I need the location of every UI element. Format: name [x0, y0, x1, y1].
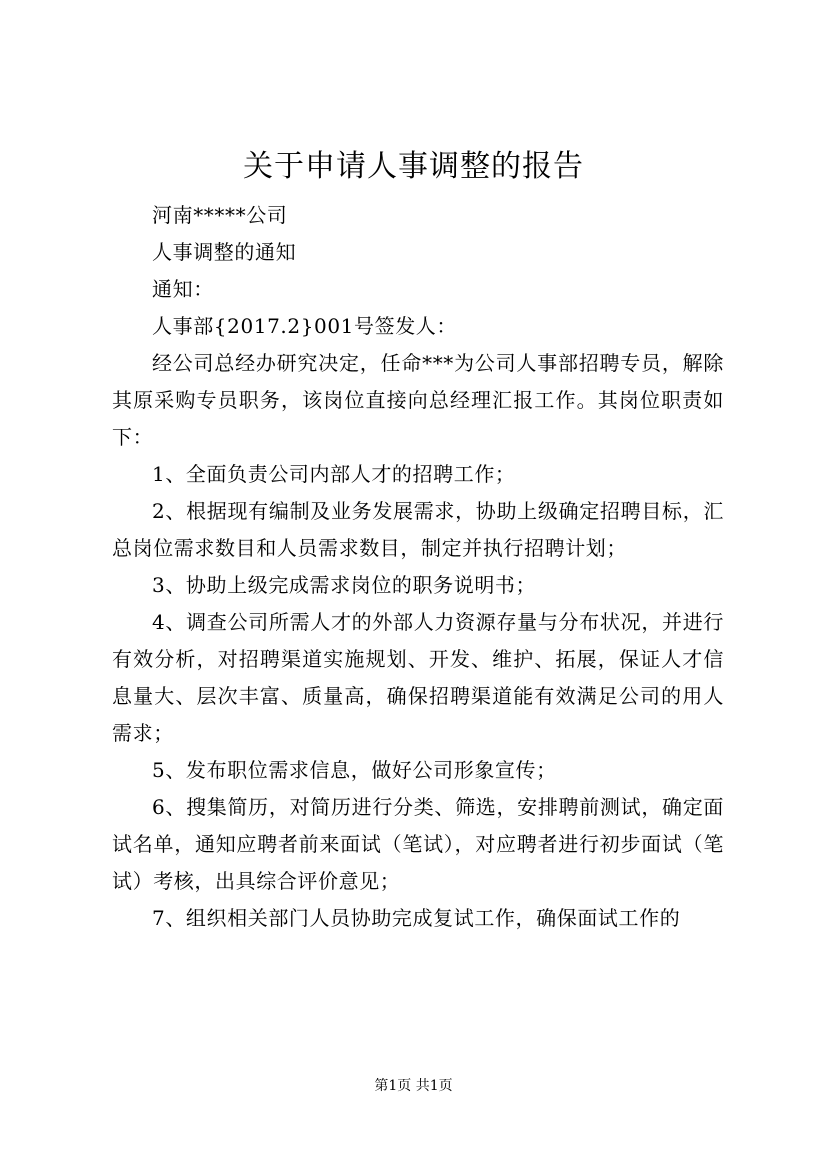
paragraph-duty-3: 3、协助上级完成需求岗位的职务说明书； — [152, 573, 537, 597]
paragraph-duty-6: 6、搜集简历，对简历进行分类、筛选，安排聘前测试，确定面试名单，通知应聘者前来面试（笔试），对应聘者进行初步面试（笔试）考核，出具综合评价意见； — [112, 795, 724, 893]
paragraph-duty-7: 7、组织相关部门人员协助完成复试工作，确保面试工作的 — [152, 906, 681, 930]
document-title: 关于申请人事调整的报告 — [243, 149, 584, 184]
paragraph-duty-5: 5、发布职位需求信息，做好公司形象宣传； — [152, 758, 557, 782]
paragraph-notice-heading: 人事调整的通知 — [152, 240, 297, 264]
paragraph-document-number: 人事部{2017.2}001号签发人： — [152, 314, 458, 338]
paragraph-decision: 经公司总经办研究决定，任命***为公司人事部招聘专员，解除其原采购专员职务，该岗位直接向总经理汇报工作。其岗位职责如下： — [112, 351, 724, 449]
page-footer: 第1页 共1页 — [374, 1078, 453, 1094]
paragraph-duty-2: 2、根据现有编制及业务发展需求，协助上级确定招聘目标，汇总岗位需求数目和人员需求数目，制定并执行招聘计划； — [112, 499, 724, 560]
document-body — [112, 197, 724, 937]
paragraph-duty-1: 1、全面负责公司内部人才的招聘工作； — [152, 462, 516, 486]
paragraph-duty-4: 4、调查公司所需人才的外部人力资源存量与分布状况，并进行有效分析，对招聘渠道实施规划、开发、维护、拓展，保证人才信息量大、层次丰富、质量高，确保招聘渠道能有效满足公司的用人需求； — [112, 610, 724, 745]
paragraph-company: 河南*****公司 — [152, 203, 288, 227]
paragraph-notice-label: 通知： — [152, 277, 214, 301]
